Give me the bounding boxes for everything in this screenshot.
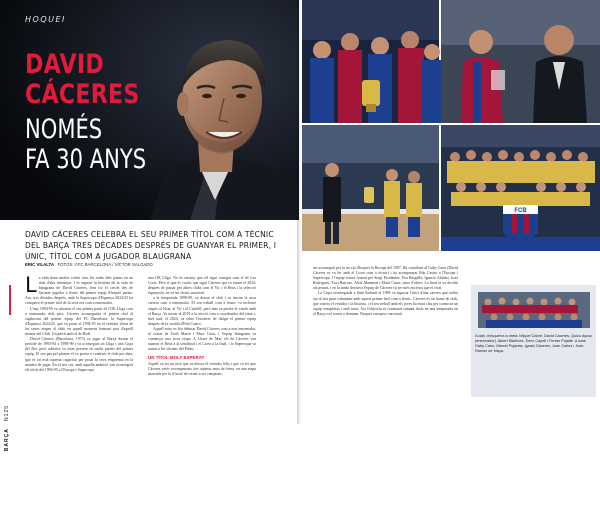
side-accent-line (9, 285, 11, 315)
side-brand-text-wrap (4, 405, 14, 525)
coach-portrait-image (0, 0, 299, 220)
paragraph: Aquell va ser un títol que va deixar el vestidor feliç i que va fer que Cáceres veiés recompensats tots aquests anys de feina, en una etapa marcada per la il·lusió de tornar a ser campions. (148, 361, 256, 376)
body-column-2 (148, 276, 256, 377)
paragraph: Aquell estiu es féu debutar David Cáceres com a nou entrenador, al costat de Jordi Marín i Marc Grau, i l'equip blaugrana va començar una nova etapa. A Lloret de Mar, els de Cáceres van superar el Reus a la semifinal i el Liceo a la final, i la Supercopa va tornar a les vitrines del Palau. (148, 326, 256, 352)
paragraph: a vida dona moltes voltes com les rodes dels patins en un club d'alta intensitat. I és segueir la història de la vida en blaugrana de David Cáceres, fent tot el cercle des de l'primer jugador a tècnic del primer equip d'hoquei patins. Ara, tres dècades després, amb la Supercopa d'Espanya 2024/25 ha conquerit el primer títol de la seva era com a entrenador. (25, 276, 133, 306)
byline-photos: FOTOS: ©FC BARCELONA / VÍCTOR SALGADO (57, 262, 153, 267)
paragraph: a la temporada 1998-99, va deixar el club i va iniciar la seva carrera com a entrenador. El seu treball com a tècnic va incloure etapes al Noia, al Vic i al Calafell, però mai va perdre el vincle amb el Barça. Va tornar el 2019 a la secció com a coordinador del futur i, més tard, el 2024, va rebre l'encàrrec de dirigir el primer equip després de la sortida d'Edu Castro. (148, 296, 256, 326)
title-line-3: NOMÉS (25, 114, 103, 145)
paragraph: ser aconseguit per la secció d'hoquei la Recopa del 1987. Ha contribuït al Gaby Cairo (David Cáceres es va fer amb el Liceo com a tècnic) i ha acompanyat Edu Castro a l'Europa i Supercopa. I l'equip estava format per Sergi Fernández, Pau Bargalló, Ignacio Alabart, Joao Rodrigues, Xavi Barroso, Aleix Marimon i Martí Casas, entre d'altres. La final es va decidir als penals, i en la tanda decisiva l'equip de Cáceres va ser més encertat que el rival. (313, 266, 458, 291)
photo-caption: A dalt, d'esquerra a dreta: Miquel Cabré, David Cáceres, Quico Ayuso (entrenador), Albert Martínez, Enric Capell i Ferran Pujalte. A sota: Gaby Cairo, Marcel Pujadas, Ignasi Cáceres, Joan Carles i Juan Ramón de Maya. (475, 334, 593, 353)
body-column-3 (313, 266, 458, 317)
shield-text: FCB (514, 208, 527, 214)
caption-team-photo (478, 292, 590, 328)
deck-subtitle: DAVID CÁCERES CELEBRA EL SEU PRIMER TÍTOL COM A TÈCNIC DEL BARÇA TRES DÈCADES DESPRÉS DE GUANYAR EL PRIMER, I ÚNIC, TÍTOL COM A JUGADOR BLAUGRANA (25, 230, 277, 261)
title-line-2: CÁCERES (25, 79, 140, 110)
photo-team-group (441, 125, 600, 251)
photo-coach-bench (441, 0, 600, 123)
side-brand-number: N125 (4, 405, 10, 421)
photo-team-celebration (302, 0, 439, 123)
hero-photo (0, 0, 299, 220)
title-line-1: DAVID (25, 49, 105, 80)
paragraph: una OK Lliga. No és estrany que ell sigui conegut com el de Les Corts. Però sí que és curiós que sigui Cáceres qui va tornar el 2024, després de passar per altres clubs com el Vic i el Reus i la selecció espanyola, on va ser tècnic assistent. (148, 276, 256, 296)
byline-author: ERIC VILALTA (25, 262, 54, 267)
body-column-1 (25, 273, 133, 373)
title-line-4: FA 30 ANYS (25, 144, 147, 175)
section-label: HOQUEI (25, 15, 66, 24)
paragraph: L'any 1994-95 va afrontar el seu primer partit de l'OK Lliga com a entrenador dels pers. Cáceres aconseguiria el primer títol al capdavant del primer equip del FC Barcelona: la Supercopa d'Espanya 2024/25, que va posar el 1994-95 en el vestidor d'una de les seves etapes al club, en aquell moment formant part d'aquell mateix del Club. Un partit amb el de Rodi. (25, 306, 133, 337)
side-brand-name: BARÇA (4, 428, 10, 452)
byline (25, 262, 153, 267)
photo-coach-trophy (302, 125, 439, 251)
dropcap: L (25, 273, 37, 297)
subhead: UN TÍTOL MOLT ESPERAT (148, 355, 205, 361)
paragraph: La Copa aconseguida a Sant Sadurní el 1996 va suposar l'inici d'una carrera que arriba ara al seu punt culminant amb aquest primer títol com a tècnic. Cáceres és un home de club, que coneix el vestidor i la història, i el seu treball amb els joves ha estat clau per construir un equip competitiu i amb futur. Ara l'objectiu és continuar sumant títols en una temporada on el Barça vol tornar a dominar l'hoquei europeu i nacional. (313, 291, 458, 316)
page-gutter (297, 0, 301, 424)
side-brand (6, 285, 14, 405)
paragraph: David Cáceres (Barcelona, 1975) va jugar al Barça durant el període de 1993-94 a 1998-99 i va aconseguir un Lliga i una Copa del Rei, però sobretot va estar present en molts partits del primer equip. El seu pas pel planter el va portar a conèixer el club per dins, que és on està aquesta capacitat per posar la seva empremta en la manera de jugar. En el seu cas, amb aquella ambició van aconseguir els títols del 1994-95 a l'Europa i Supercopa. (25, 337, 133, 372)
left-page (0, 0, 299, 452)
